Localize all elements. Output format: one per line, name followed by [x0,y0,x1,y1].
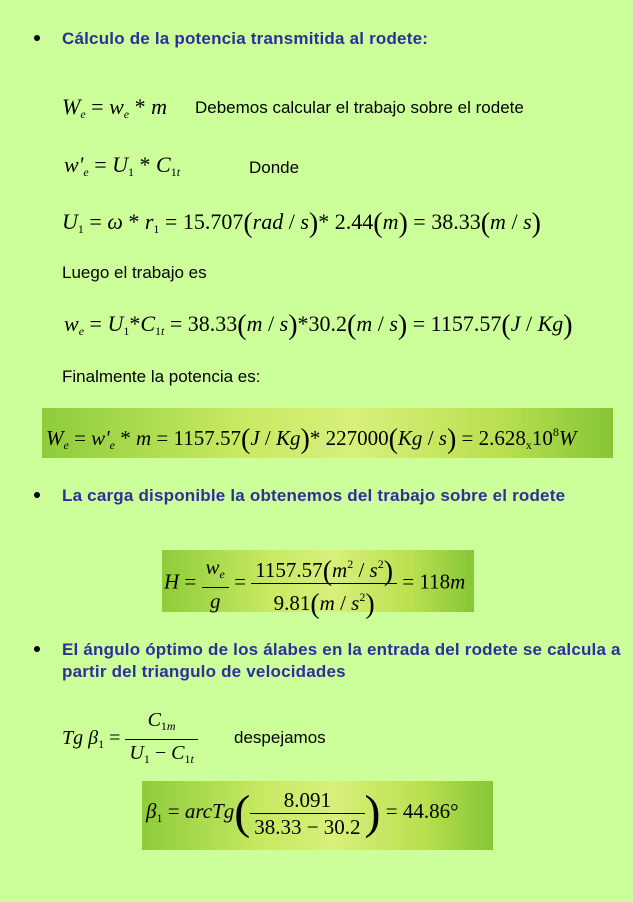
value: 1157.57 [430,311,502,336]
bullet-item-carga [34,485,624,507]
equation-we-prime: $w'_e = U_1 * C_{1t}$ [64,152,181,179]
value: 227000 [325,426,389,450]
value: 15.707 [182,209,244,234]
fraction: $\frac{1157.57(m^2 / s^2)}{9.81(m / s^2)}$ [251,552,397,615]
section-heading: El ángulo óptimo de los álabes en la entrada del rodete se calcula a partir del triangulo de velocidades [62,640,621,681]
equation-head: H = $\frac{w_e}{g}$ = $\frac{1157.57(m^2 / s^2)}{9.81(m / s^2)}$ = 118m [164,552,465,615]
equation-work: $w_e = U_1*C_{1t} = 38.33(m / s)*30.2(m / s) = 1157.57(J / Kg)$ [64,310,573,341]
section-heading: Cálculo de la potencia transmitida al rodete: [62,29,429,48]
equation-we: $W_e = w_e * m$ [62,94,167,121]
value: 30.2 [308,311,348,336]
equation-power: $W_e = w'_e * m = 1157.57(J / Kg)*$ $227000(Kg / s) = 2.628_x10^8W$ [46,424,577,455]
value: 38.33 [254,814,302,839]
equation-tg-beta: Tg $\beta_1$ = $\frac{C_{1m}}{U_1 - C_{1t}}$ [62,708,198,771]
fraction: $\frac{w_e}{g}$ [202,555,229,613]
exponent: 8 [552,425,559,439]
value: 8.091 [250,788,364,814]
value: 1157.57 [255,558,323,582]
value: 38.33 [431,209,481,234]
value: 44.86° [402,799,459,823]
equation-u1: $U_1 = \omega * r_1 = 15.707(rad / s)*$ 2.44(m) = 38.33(m / s) [62,208,541,239]
value: 9.81 [273,591,311,615]
fraction: $\frac{8.091}{38.33 - 30.2}$ [250,788,364,839]
bullet-icon [34,492,40,498]
section-heading: La carga disponible la obtenemos del trabajo sobre el rodete [62,486,566,505]
fraction: $\frac{C_{1m}}{U_1 - C_{1t}}$ [125,708,197,771]
bullet-item-angulo [34,639,624,683]
note-text: Debemos calcular el trabajo sobre el rodete [195,98,524,117]
value: 2.628 [478,426,526,450]
value: 118 [419,569,451,594]
body-text: Luego el trabajo es [62,263,207,282]
body-text: Finalmente la potencia es: [62,367,261,386]
value: 38.33 [187,311,238,336]
bullet-icon [34,35,40,41]
note-text: despejamos [234,728,326,747]
value: 2.44 [334,209,374,234]
bullet-item-potencia [34,28,624,50]
value: 1157.57 [173,426,241,450]
value: 30.2 [323,814,361,839]
note-text: Donde [249,158,300,177]
bullet-icon [34,646,40,652]
equation-beta: $\beta_1$ = arcTg( $\frac{8.091}{38.33 - 30.2}$ ) = 44.86° [146,786,459,839]
